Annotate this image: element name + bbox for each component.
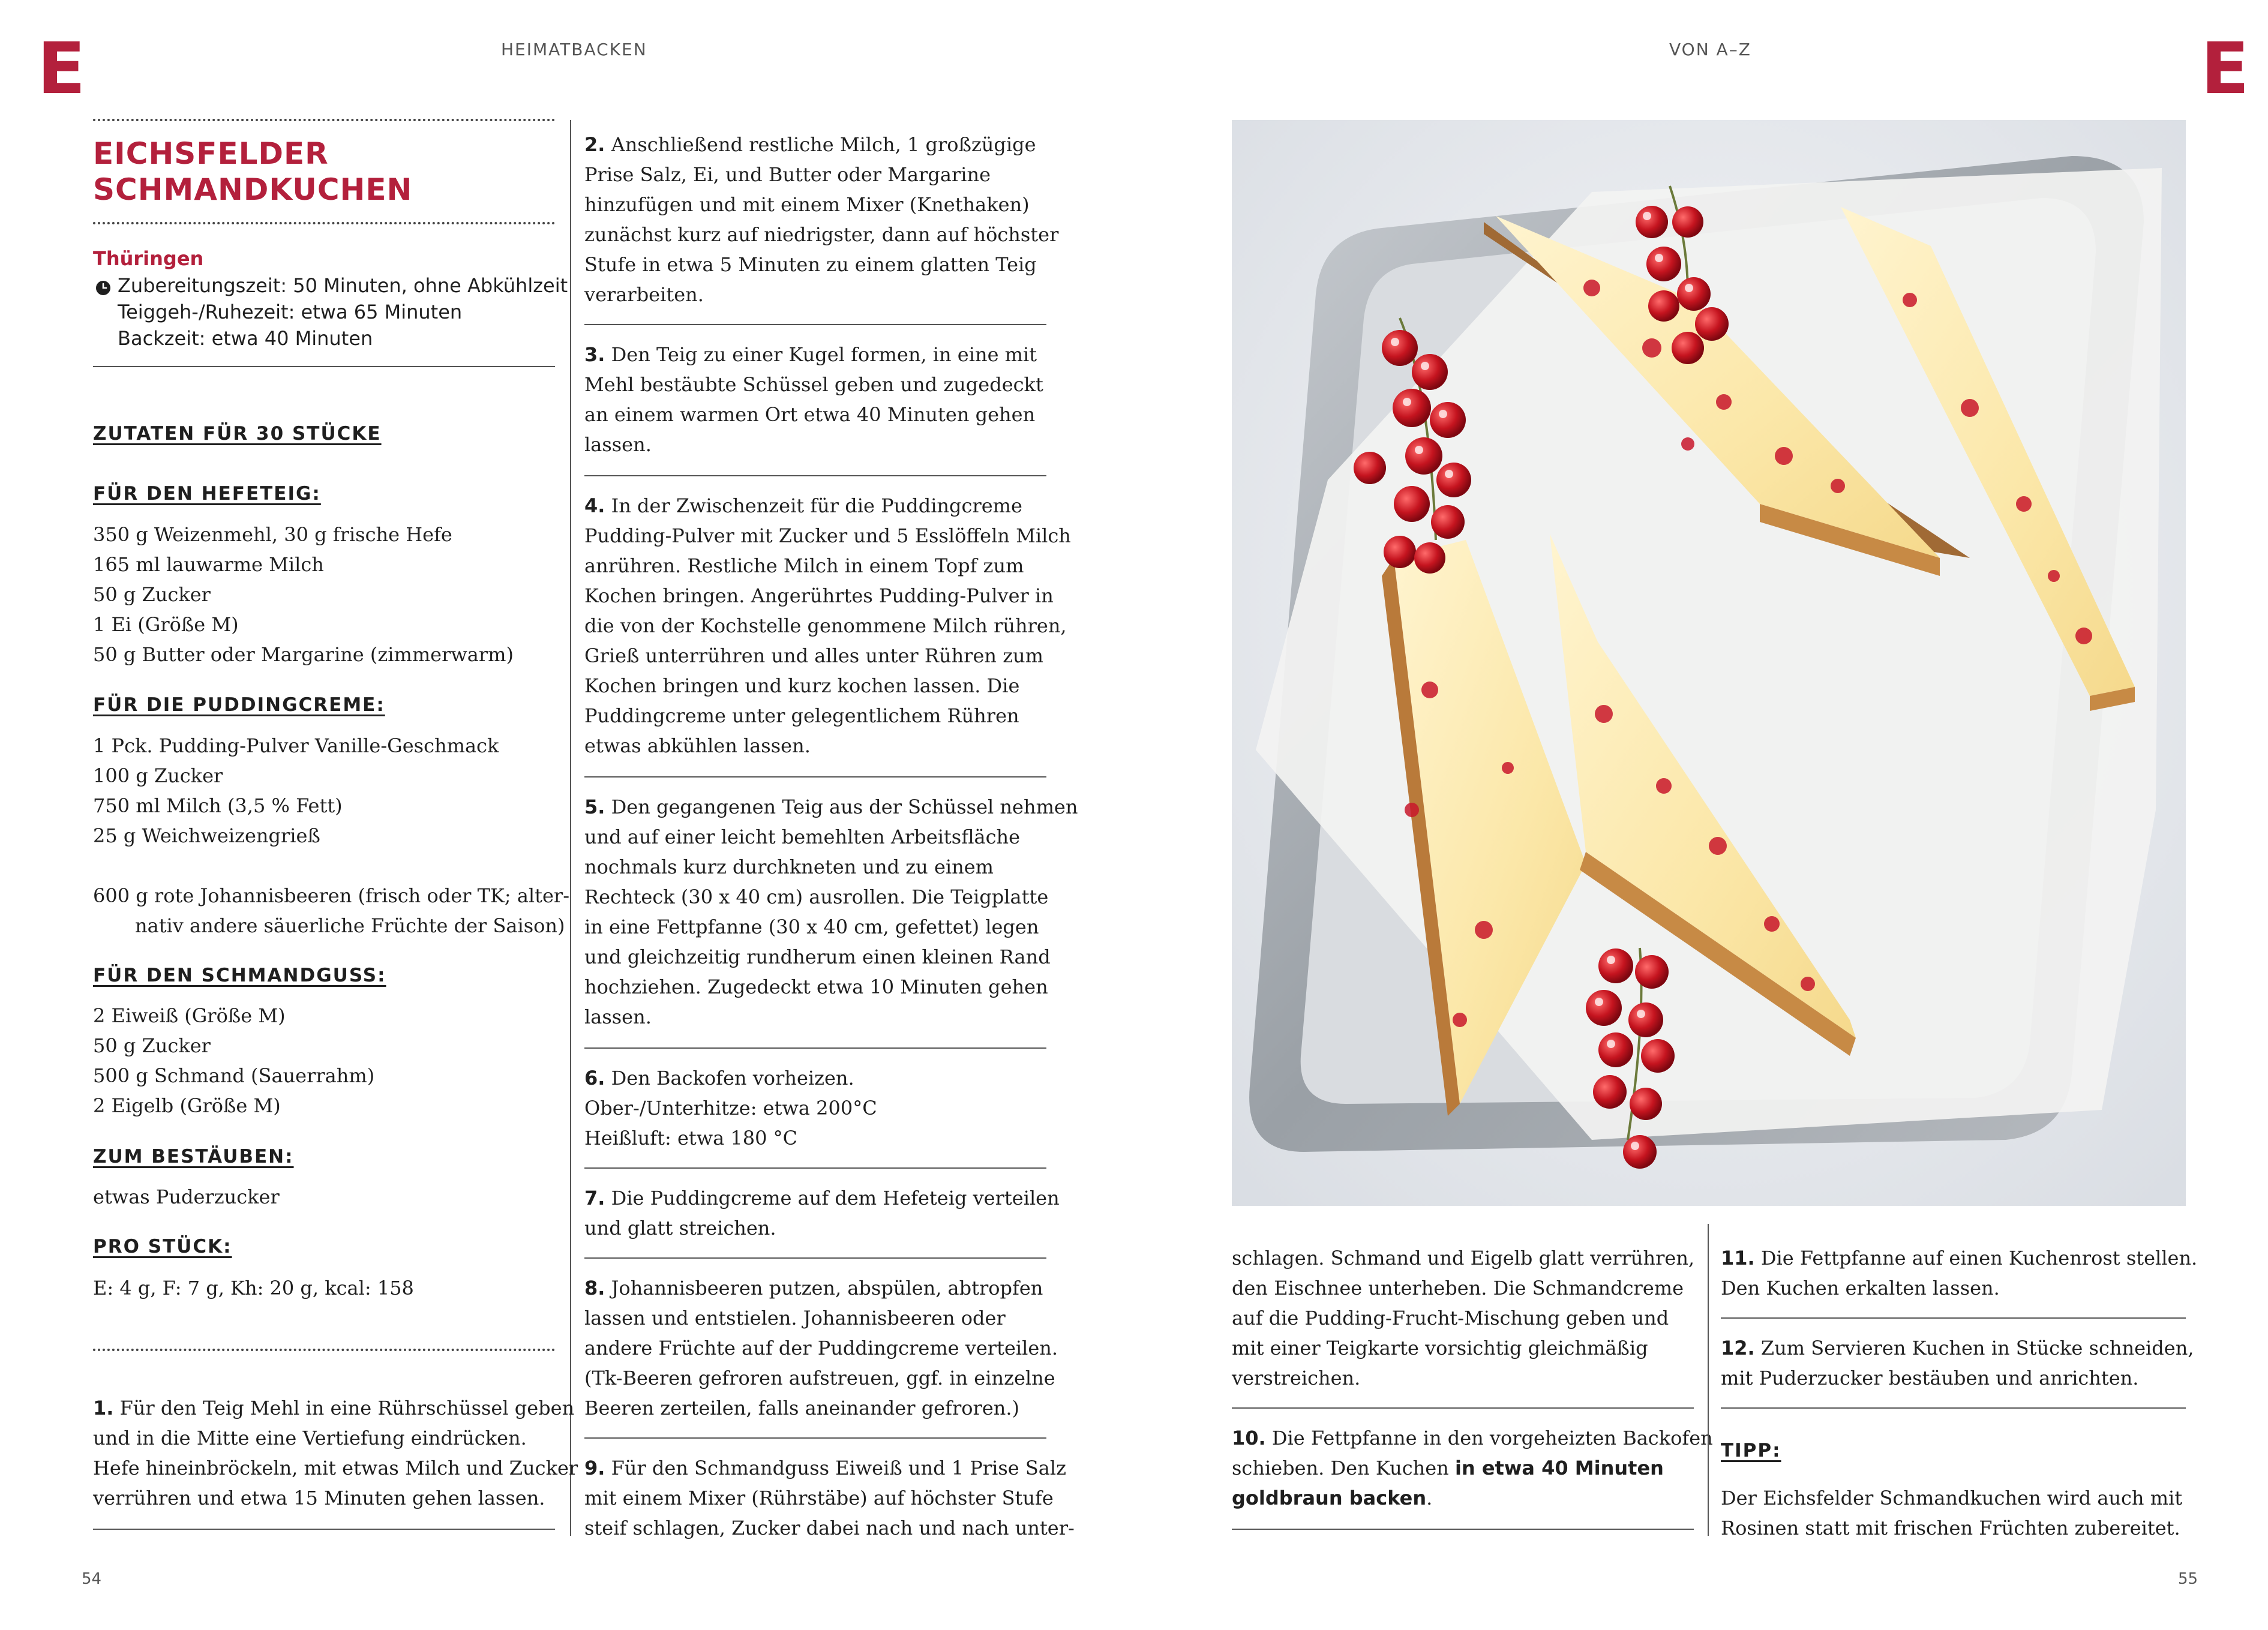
- step-text: Die Fettpfanne auf einen Kuchenrost stellen.: [1760, 1247, 2198, 1269]
- puddingcreme-heading: FÜR DIE PUDDINGCREME:: [93, 694, 385, 716]
- step-emphasis: in etwa 40 Minuten: [1454, 1457, 1664, 1479]
- prep-time: Zubereitungszeit: 50 Minuten, ohne Abkühlzeit: [118, 274, 568, 297]
- tip-line: Der Eichsfelder Schmandkuchen wird auch mit: [1721, 1487, 2183, 1509]
- step-text: mit Puderzucker bestäuben und anrichten.: [1721, 1367, 2139, 1389]
- rule: [1232, 1407, 1694, 1409]
- step-text: Hefe hineinbröckeln, mit etwas Milch und Zucker: [93, 1457, 578, 1479]
- ingredient-item: 50 g Butter oder Margarine (zimmerwarm): [93, 643, 514, 666]
- step-text: schlagen. Schmand und Eigelb glatt verrühren,: [1232, 1247, 1695, 1269]
- step-number: 10.: [1232, 1427, 1266, 1449]
- step-8: [584, 1273, 1064, 1423]
- step-text: den Eischnee unterheben. Die Schmandcreme: [1232, 1277, 1684, 1299]
- step-number: 5.: [584, 796, 605, 818]
- recipe-region: Thüringen: [93, 247, 204, 270]
- ingredient-item: 1 Ei (Größe M): [93, 613, 239, 636]
- section-letter-right: E: [2201, 27, 2249, 110]
- rule: [584, 1167, 1046, 1169]
- step-text: Den Kuchen erkalten lassen.: [1721, 1277, 2000, 1299]
- step-text: nochmals kurz durchkneten und zu einem: [584, 855, 994, 878]
- step-text: Johannisbeeren putzen, abspülen, abtropfen: [611, 1277, 1043, 1299]
- rule: [93, 1529, 555, 1530]
- step-text: und gleichzeitig rundherum einen kleinen Rand: [584, 945, 1051, 968]
- step-text: hinzufügen und mit einem Mixer (Knethaken): [584, 193, 1030, 216]
- step-text: Zum Servieren Kuchen in Stücke schneiden,: [1760, 1337, 2194, 1359]
- schmandguss-list: [93, 1001, 374, 1121]
- step-text: .: [1426, 1487, 1433, 1509]
- ingredient-item: 500 g Schmand (Sauerrahm): [93, 1064, 375, 1087]
- hefeteig-list: [93, 520, 514, 670]
- step-text: auf die Pudding-Frucht-Mischung geben und: [1232, 1307, 1669, 1329]
- step-text: lassen und entstielen. Johannisbeeren oder: [584, 1307, 1006, 1329]
- step-text: Anschließend restliche Milch, 1 großzügige: [611, 133, 1036, 156]
- ingredient-item: nativ andere säuerliche Früchte der Saison): [135, 914, 565, 937]
- step-3: [584, 340, 1064, 460]
- ingredient-item: 50 g Zucker: [93, 583, 211, 606]
- step-text: Die Puddingcreme auf dem Hefeteig verteilen: [611, 1187, 1060, 1209]
- step-text: Die Fettpfanne in den vorgeheizten Backofen: [1271, 1427, 1713, 1449]
- step-text: und in die Mitte eine Vertiefung eindrücken.: [93, 1427, 527, 1449]
- step-5: [584, 792, 1078, 1032]
- step-text: und glatt streichen.: [584, 1217, 776, 1239]
- step-text: mit einer Teigkarte vorsichtig gleichmäßig: [1232, 1337, 1648, 1359]
- step-text: zunächst kurz auf niedrigster, dann auf höchster: [584, 223, 1059, 246]
- step-text: verstreichen.: [1232, 1367, 1361, 1389]
- step-text: mit einem Mixer (Rührstäbe) auf höchster Stufe: [584, 1487, 1054, 1509]
- step-11: [1721, 1243, 2201, 1303]
- tip-line: Rosinen statt mit frischen Früchten zubereitet.: [1721, 1517, 2180, 1539]
- step-12: [1721, 1333, 2201, 1393]
- clock-icon: [95, 280, 112, 296]
- step-number: 2.: [584, 133, 605, 156]
- nutrition-values: E: 4 g, F: 7 g, Kh: 20 g, kcal: 158: [93, 1277, 414, 1299]
- bake-time: Backzeit: etwa 40 Minuten: [118, 327, 373, 350]
- step-text: Kochen bringen und kurz kochen lassen. Die: [584, 674, 1020, 697]
- rule: [584, 776, 1046, 778]
- step-text: hochziehen. Zugedeckt etwa 10 Minuten gehen: [584, 975, 1048, 998]
- step-number: 1.: [93, 1397, 114, 1419]
- step-text: verarbeiten.: [584, 283, 704, 306]
- step-number: 4.: [584, 494, 605, 517]
- column-divider: [570, 120, 571, 1536]
- step-text: Für den Teig Mehl in eine Rührschüssel geben: [119, 1397, 575, 1419]
- page-number-right: 55: [2178, 1570, 2198, 1588]
- schmandguss-heading: FÜR DEN SCHMANDGUSS:: [93, 965, 386, 986]
- rule: [1721, 1407, 2186, 1409]
- step-text: Heißluft: etwa 180 °C: [584, 1127, 798, 1149]
- ingredients-yield-heading: ZUTATEN FÜR 30 STÜCKE: [93, 423, 382, 445]
- step-text: an einem warmen Ort etwa 40 Minuten gehen: [584, 403, 1036, 426]
- step-text: in eine Fettpfanne (30 x 40 cm, gefettet) legen: [584, 915, 1039, 938]
- page-number-left: 54: [82, 1570, 102, 1588]
- rule: [584, 1047, 1046, 1049]
- step-text: Den gegangenen Teig aus der Schüssel nehmen: [611, 796, 1078, 818]
- step-text: Stufe in etwa 5 Minuten zu einem glatten Teig: [584, 253, 1037, 276]
- step-number: 6.: [584, 1067, 605, 1089]
- rule: [93, 366, 555, 367]
- step-text: In der Zwischenzeit für die Puddingcreme: [611, 494, 1022, 517]
- section-letter-left: E: [37, 27, 86, 110]
- step-text: Mehl bestäubte Schüssel geben und zugedeckt: [584, 373, 1043, 396]
- step-7: [584, 1183, 1064, 1243]
- step-text: Beeren zerteilen, falls aneinander gefroren.): [584, 1397, 1020, 1419]
- step-text: anrühren. Restliche Milch in einem Topf zum: [584, 554, 1024, 577]
- puddingcreme-list: [93, 731, 569, 941]
- step-text: Ober-/Unterhitze: etwa 200°C: [584, 1097, 877, 1119]
- step-text: lassen.: [584, 433, 652, 456]
- bestaeuben-list: [93, 1182, 280, 1212]
- column-divider: [1708, 1224, 1709, 1536]
- step-text: die von der Kochstelle genommene Milch rühren,: [584, 614, 1067, 637]
- step-text: Pudding-Pulver mit Zucker und 5 Esslöffeln Milch: [584, 524, 1071, 547]
- tip-text: [1721, 1483, 2201, 1543]
- dotted-rule: [93, 222, 555, 224]
- step-text: andere Früchte auf der Puddingcreme verteilen.: [584, 1337, 1058, 1359]
- rule: [1232, 1529, 1694, 1530]
- step-text: Puddingcreme unter gelegentlichem Rühren: [584, 704, 1019, 727]
- step-text: etwas abkühlen lassen.: [584, 734, 811, 757]
- ingredient-item: 750 ml Milch (3,5 % Fett): [93, 794, 343, 817]
- step-number: 7.: [584, 1187, 605, 1209]
- step-emphasis: goldbraun backen: [1232, 1487, 1427, 1509]
- rest-time: Teiggeh-/Ruhezeit: etwa 65 Minuten: [118, 301, 463, 323]
- ingredient-item: 600 g rote Johannisbeeren (frisch oder TK; alter-: [93, 884, 570, 907]
- ingredient-item: 50 g Zucker: [93, 1034, 211, 1057]
- step-text: steif schlagen, Zucker dabei nach und nach unter-: [584, 1517, 1075, 1539]
- step-number: 12.: [1721, 1337, 1755, 1359]
- step-text: Prise Salz, Ei, und Butter oder Margarine: [584, 163, 991, 186]
- step-text: lassen.: [584, 1005, 652, 1028]
- step-number: 9.: [584, 1457, 605, 1479]
- rule: [1721, 1317, 2186, 1319]
- step-2: [584, 130, 1064, 310]
- step-text: verrühren und etwa 15 Minuten gehen lassen.: [93, 1487, 545, 1509]
- step-text: Rechteck (30 x 40 cm) ausrollen. Die Teigplatte: [584, 885, 1049, 908]
- ingredient-item: 350 g Weizenmehl, 30 g frische Hefe: [93, 523, 452, 546]
- step-1: [93, 1393, 578, 1513]
- recipe-title-line1: EICHSFELDER: [93, 136, 329, 171]
- step-text: und auf einer leicht bemehlten Arbeitsfläche: [584, 825, 1021, 848]
- rule: [584, 1257, 1046, 1259]
- step-number: 8.: [584, 1277, 605, 1299]
- rule: [584, 324, 1046, 325]
- rule: [584, 475, 1046, 476]
- running-head-right: VON A–Z: [1669, 40, 1751, 59]
- ingredient-item: 25 g Weichweizengrieß: [93, 824, 320, 847]
- step-text: Den Teig zu einer Kugel formen, in eine mit: [611, 343, 1037, 366]
- dotted-rule: [93, 119, 555, 121]
- rule: [584, 1437, 1046, 1439]
- step-9-continued: [1232, 1243, 1712, 1393]
- step-number: 3.: [584, 343, 605, 366]
- ingredient-item: 2 Eigelb (Größe M): [93, 1094, 281, 1117]
- step-4: [584, 491, 1071, 761]
- recipe-title-line2: SCHMANDKUCHEN: [93, 172, 413, 207]
- step-text: (Tk-Beeren gefroren aufstreuen, ggf. in einzelne: [584, 1367, 1055, 1389]
- step-text: Grieß unterrühren und alles unter Rühren zum: [584, 644, 1043, 667]
- ingredient-item: etwas Puderzucker: [93, 1185, 280, 1208]
- cake-photo: [1232, 120, 2186, 1206]
- step-text: Für den Schmandguss Eiweiß und 1 Prise Salz: [611, 1457, 1066, 1479]
- ingredient-item: 2 Eiweiß (Größe M): [93, 1004, 286, 1027]
- dotted-rule: [93, 1349, 555, 1351]
- step-text: schieben. Den Kuchen: [1232, 1457, 1455, 1479]
- ingredient-item: 1 Pck. Pudding-Pulver Vanille-Geschmack: [93, 734, 499, 757]
- ingredient-item: 100 g Zucker: [93, 764, 223, 787]
- per-piece-list: [93, 1273, 414, 1303]
- step-10: [1232, 1423, 1712, 1513]
- tip-heading: TIPP:: [1721, 1440, 1781, 1461]
- running-head-left: HEIMATBACKEN: [501, 40, 647, 59]
- ingredient-item: 165 ml lauwarme Milch: [93, 553, 324, 576]
- step-9: [584, 1453, 1075, 1543]
- step-text: Den Backofen vorheizen.: [611, 1067, 854, 1089]
- step-number: 11.: [1721, 1247, 1755, 1269]
- per-piece-heading: PRO STÜCK:: [93, 1236, 232, 1257]
- step-text: Kochen bringen. Angerührtes Pudding-Pulver in: [584, 584, 1054, 607]
- step-6: [584, 1063, 1064, 1153]
- bestaeuben-heading: ZUM BESTÄUBEN:: [93, 1146, 294, 1167]
- recipe-title: [93, 136, 555, 208]
- hefeteig-heading: FÜR DEN HEFETEIG:: [93, 483, 321, 505]
